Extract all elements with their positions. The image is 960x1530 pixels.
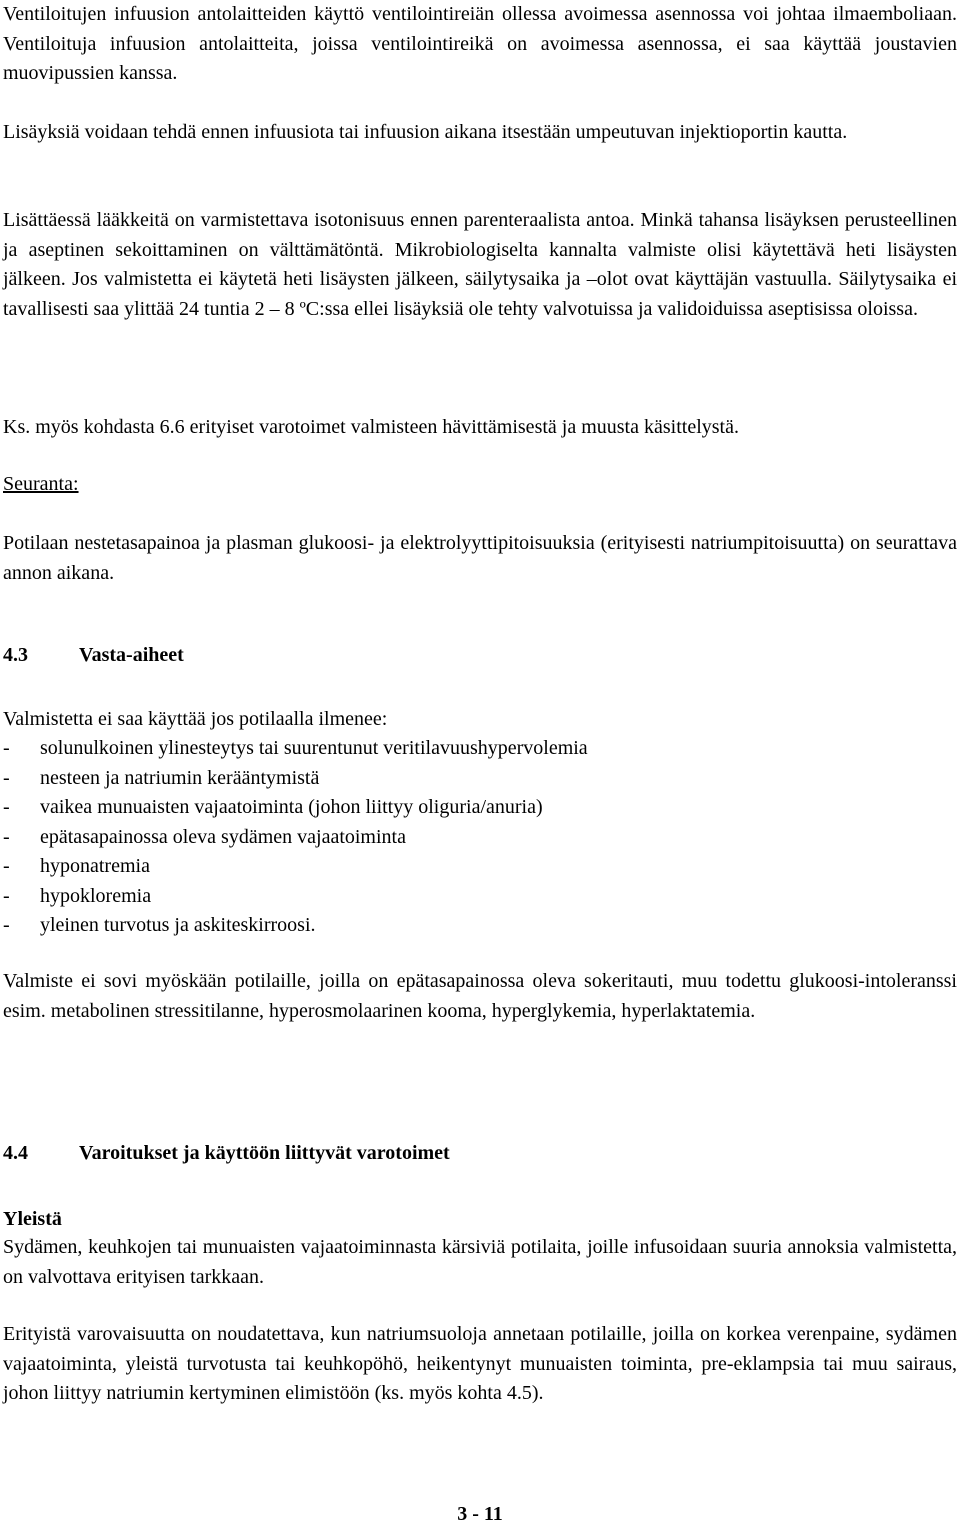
list-item-text: nesteen ja natriumin kerääntymistä: [40, 766, 320, 789]
dash-bullet: -: [3, 825, 10, 848]
list-item-text: yleinen turvotus ja askiteskirroosi.: [40, 914, 316, 936]
paragraph-see-section-66: Ks. myös kohdasta 6.6 erityiset varotoimet valmisteen hävittämisestä ja muusta käsittelystä.: [3, 416, 739, 438]
list-item: [3, 734, 957, 764]
list-item: [3, 852, 957, 882]
dash-bullet: -: [3, 737, 10, 759]
list-item: [3, 911, 957, 941]
dash-bullet: -: [3, 884, 10, 907]
section-heading-4-3: [3, 641, 957, 671]
paragraph-ventilation-warning: Ventiloitujen infuusion antolaitteiden käyttö ventilointireiän ollessa avoimessa asennossa voi johtaa ilmaemboliaan. Ventiloituja infuusion antolaitteita, joissa ventilointireikä on avoimessa asennossa, ei saa käyttää joustavien muovipussien kanssa.: [3, 3, 957, 84]
list-item-text: hyponatremia: [40, 855, 150, 877]
subheading-yleista: Yleistä: [3, 1208, 62, 1230]
contraindications-intro: Valmistetta ei saa käyttää jos potilaalla ilmenee:: [3, 708, 388, 730]
list-item: [3, 764, 957, 794]
list-item: [3, 793, 957, 823]
section-title: Vasta-aiheet: [79, 644, 184, 666]
list-item-text: solunulkoinen ylinesteytys tai suurentunut veritilavuushypervolemia: [40, 737, 588, 759]
list-item-text: epätasapainossa oleva sydämen vajaatoiminta: [40, 825, 406, 848]
list-item-text: vaikea munuaisten vajaatoiminta (johon liittyy oliguria/anuria): [40, 796, 543, 818]
dash-bullet: -: [3, 914, 10, 936]
paragraph-additions-port: Lisäyksiä voidaan tehdä ennen infuusiota tai infuusion aikana itsestään umpeutuvan injektioportin kautta.: [3, 121, 848, 143]
paragraph-diabetes-contraindication: Valmiste ei sovi myöskään potilaille, joilla on epätasapainossa oleva sokeritauti, muu todettu glukoosi-intoleranssi esim. metabolinen stressitilanne, hyperosmolaarinen kooma, hyperglykemia, hyperlaktatemia.: [3, 970, 957, 1022]
list-item: [3, 882, 957, 912]
list-item: [3, 823, 957, 853]
paragraph-isotonicity: Lisättäessä lääkkeitä on varmistettava isotonisuus ennen parenteraalista antoa. Minkä tahansa lisäyksen perusteellinen ja aseptinen sekoittaminen on välttämätöntä. Mikrobiologiselta kannalta valmiste olisi käytettävä heti lisäysten jälkeen. Jos valmistetta ei käytetä heti lisäysten jälkeen, säilytysaika ja –olot ovat käyttäjän vastuulla. Säilytysaika ei tavallisesti saa ylittää 24 tuntia 2 – 8 ºC:ssa ellei lisäyksiä ole tehty valvotuissa ja validoiduissa aseptisissa oloissa.: [3, 209, 957, 320]
dash-bullet: -: [3, 796, 10, 818]
dash-bullet: -: [3, 855, 10, 877]
paragraph-sodium-caution: Erityistä varovaisuutta on noudatettava, kun natriumsuoloja annetaan potilaille, joilla on korkea verenpaine, sydämen vajaatoiminta, yleistä turvotusta tai keuhkopöhö, heikentynyt munuaisten toiminta, pre-eklampsia tai muu sairaus, johon liittyy natriumin kertyminen elimistöön (ks. myös kohta 4.5).: [3, 1323, 957, 1404]
dash-bullet: -: [3, 766, 10, 789]
label-seuranta: Seuranta:: [3, 473, 79, 495]
section-number: 4.4: [3, 1142, 28, 1164]
paragraph-monitoring: Potilaan nestetasapainoa ja plasman glukoosi- ja elektrolyyttipitoisuuksia (erityisesti natriumpitoisuutta) on seurattava annon aikana.: [3, 532, 957, 584]
section-title: Varoitukset ja käyttöön liittyvät varotoimet: [79, 1142, 450, 1164]
section-number: 4.3: [3, 644, 28, 666]
paragraph-cardiac-renal-monitoring: Sydämen, keuhkojen tai munuaisten vajaatoiminnasta kärsiviä potilaita, joille infusoidaan suuria annoksia valmistetta, on valvottava erityisen tarkkaan.: [3, 1236, 957, 1288]
page-number: 3 - 11: [457, 1503, 503, 1525]
section-heading-4-4: [3, 1139, 957, 1169]
list-item-text: hypokloremia: [40, 884, 152, 907]
contraindications-list: [3, 734, 957, 941]
